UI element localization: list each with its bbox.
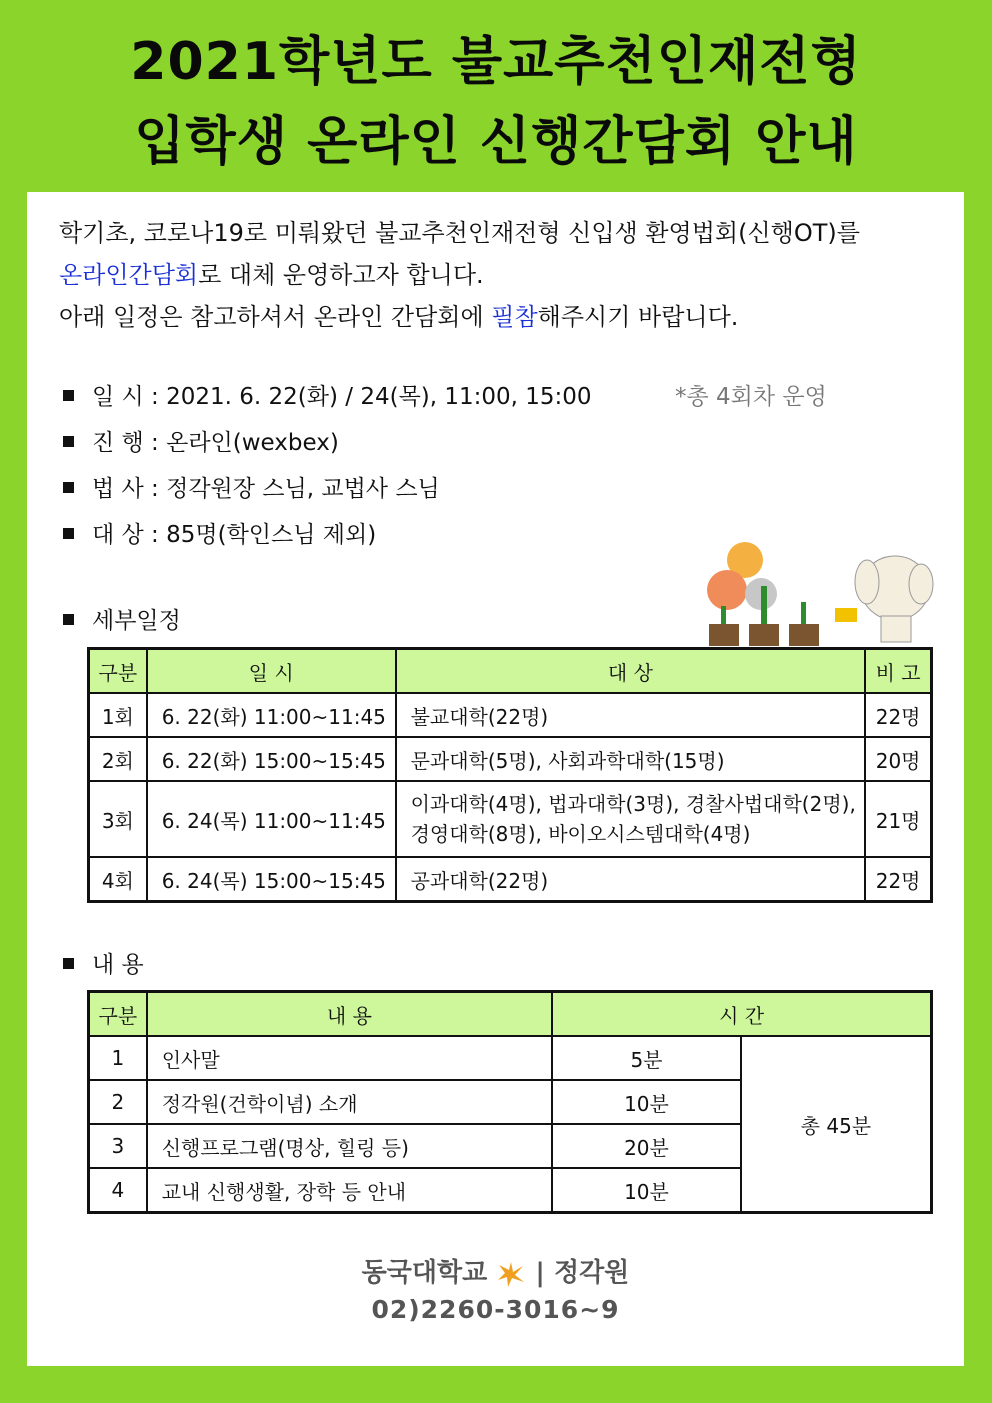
bullet-square-icon bbox=[63, 528, 74, 539]
info-list bbox=[63, 374, 827, 558]
table-row: 4 교내 신행생활, 장학 등 안내 10분 bbox=[89, 1168, 932, 1213]
target-line-1: 이과대학(4명), 법과대학(3명), 경찰사법대학(2명), bbox=[410, 792, 856, 816]
info-speaker: 법 사 : 정각원장 스님, 교법사 스님 bbox=[63, 466, 592, 512]
col-header-no: 구분 bbox=[89, 649, 147, 694]
intro-line-2-rest: 로 대체 운영하고자 합니다. bbox=[198, 261, 484, 289]
flower-pot-icon bbox=[789, 624, 819, 646]
info-method: 진 행 : 온라인(wexbex) bbox=[63, 420, 592, 466]
watering-can-icon bbox=[835, 608, 857, 622]
orange-circle-icon bbox=[707, 570, 747, 610]
title-banner bbox=[0, 0, 992, 190]
session-count-note: *총 4회차 운영 bbox=[675, 384, 827, 410]
table-row: 1 인사말 5분 총 45분 bbox=[89, 1036, 932, 1080]
sprout-icon bbox=[721, 606, 726, 624]
intro-line-3-b: 해주시기 바랍니다. bbox=[537, 303, 739, 331]
content-table bbox=[87, 990, 933, 1214]
table-row: 2 정각원(건학이념) 소개 10분 bbox=[89, 1080, 932, 1124]
schedule-header-row bbox=[89, 649, 932, 694]
footer bbox=[27, 1252, 964, 1324]
intro-text bbox=[59, 212, 939, 338]
col-header-no: 구분 bbox=[89, 992, 147, 1037]
schedule-table bbox=[87, 647, 933, 903]
col-header-time: 시 간 bbox=[552, 992, 931, 1037]
bullet-square-icon bbox=[63, 958, 74, 969]
col-header-target: 대 상 bbox=[396, 649, 866, 694]
title-line-2: 입학생 온라인 신행간담회 안내 bbox=[134, 112, 858, 172]
intro-line-1: 학기초, 코로나19로 미뤄왔던 불교추천인재전형 신입생 환영법회(신행OT)를 bbox=[59, 219, 860, 247]
bullet-square-icon bbox=[63, 390, 74, 401]
bullet-square-icon bbox=[63, 482, 74, 493]
col-header-content: 내 용 bbox=[147, 992, 552, 1037]
contact-phone: 02)2260-3016~9 bbox=[371, 1295, 620, 1324]
col-header-note: 비 고 bbox=[865, 649, 931, 694]
organization-name: 동국대학교 | 정각원 bbox=[361, 1258, 630, 1288]
content-header-row bbox=[89, 992, 932, 1037]
content-panel bbox=[27, 192, 964, 1366]
intro-line-3 bbox=[59, 296, 939, 338]
flower-pot-icon bbox=[749, 624, 779, 646]
intro-line-3-a: 아래 일정은 참고하셔서 온라인 간담회에 bbox=[59, 303, 492, 331]
flower-pot-icon bbox=[709, 624, 739, 646]
intro-highlight-required: 필참 bbox=[491, 303, 538, 331]
title-line-1: 2021학년도 불교추천인재전형 bbox=[130, 32, 862, 92]
target-line-2: 경영대학(8명), 바이오시스템대학(4명) bbox=[410, 822, 751, 846]
schedule-section-title: 세부일정 bbox=[63, 602, 181, 635]
table-row: 2회 6. 22(화) 15:00~15:45 문과대학(5명), 사회과학대학(15명) 20명 bbox=[89, 737, 932, 781]
info-target: 대 상 : 85명(학인스님 제외) bbox=[63, 512, 592, 558]
intro-highlight-online: 온라인간담회 bbox=[59, 261, 199, 289]
col-header-datetime: 일 시 bbox=[147, 649, 396, 694]
info-datetime: 일 시 : 2021. 6. 22(화) / 24(목), 11:00, 15:00 *총 4회차 운영 bbox=[63, 374, 592, 420]
sprout-icon bbox=[801, 602, 806, 624]
total-time: 총 45분 bbox=[741, 1036, 932, 1213]
table-row: 1회 6. 22(화) 11:00~11:45 불교대학(22명) 22명 bbox=[89, 693, 932, 737]
sprout-icon bbox=[761, 586, 767, 624]
university-logo-icon bbox=[496, 1260, 526, 1288]
table-row: 4회 6. 24(목) 15:00~15:45 공과대학(22명) 22명 bbox=[89, 857, 932, 902]
bullet-square-icon bbox=[63, 436, 74, 447]
bullet-square-icon bbox=[63, 614, 74, 625]
table-row: 3 신행프로그램(명상, 힐링 등) 20분 bbox=[89, 1124, 932, 1168]
elephant-watering-plants-illustration bbox=[655, 532, 945, 652]
intro-line-2 bbox=[59, 254, 939, 296]
content-section-title: 내 용 bbox=[63, 946, 144, 979]
table-row: 3회 6. 24(목) 11:00~11:45 이과대학(4명), 법과대학(3명), 경찰사법대학(2명), 경영대학(8명), 바이오시스템대학(4명) 21명 bbox=[89, 781, 932, 857]
